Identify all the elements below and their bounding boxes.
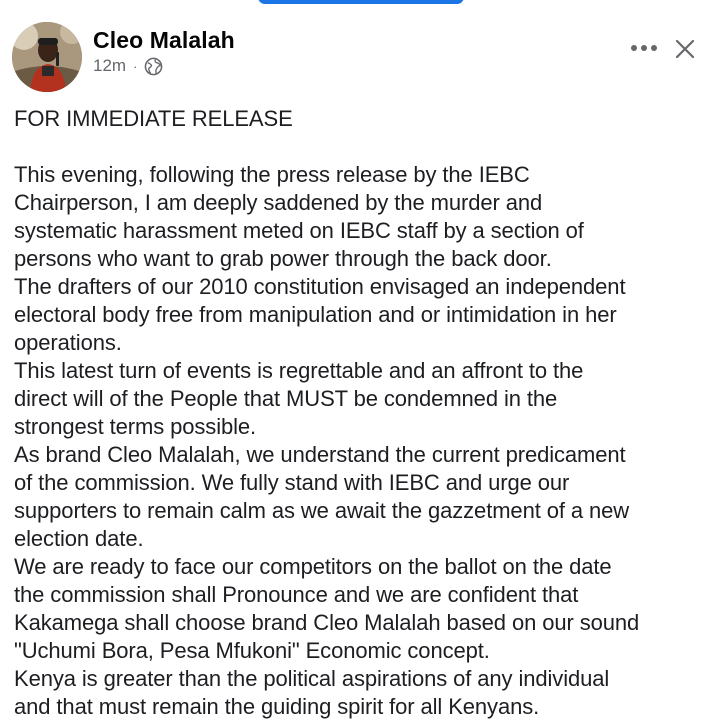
- post-meta: [93, 56, 163, 76]
- more-dot: [651, 45, 657, 51]
- post-line: election date.: [14, 526, 144, 551]
- post-line: electoral body free from manipulation and or intimidation in her: [14, 302, 617, 327]
- post-line: This latest turn of events is regrettable and an affront to the: [14, 358, 584, 383]
- post-line: systematic harassment meted on IEBC staff by a section of: [14, 218, 584, 243]
- close-icon[interactable]: [672, 36, 698, 62]
- globe-icon: [144, 57, 163, 76]
- post-time[interactable]: 12m: [93, 56, 127, 75]
- post-line: Chairperson, I am deeply saddened by the murder and: [14, 190, 543, 215]
- post-line: operations.: [14, 330, 122, 355]
- author-name[interactable]: Cleo Malalah: [93, 27, 235, 53]
- post-line: As brand Cleo Malalah, we understand the current predicament: [14, 442, 626, 467]
- post-line: of the commission. We fully stand with IEBC and urge our: [14, 470, 570, 495]
- post-line: the commission shall Pronounce and we are confident that: [14, 582, 579, 607]
- post-line: Kenya is greater than the political aspirations of any individual: [14, 666, 610, 691]
- paragraph-spacer: [14, 133, 714, 161]
- avatar-photo: [12, 22, 82, 92]
- post-line: strongest terms possible.: [14, 414, 257, 439]
- post-line: and that must remain the guiding spirit for all Kenyans.: [14, 694, 540, 719]
- avatar[interactable]: [12, 22, 82, 92]
- post-line: supporters to remain calm as we await the gazzetment of a new: [14, 498, 630, 523]
- post-line: This evening, following the press release by the IEBC: [14, 162, 530, 187]
- post-heading: FOR IMMEDIATE RELEASE: [14, 106, 293, 131]
- post-line: The drafters of our 2010 constitution envisaged an independent: [14, 274, 626, 299]
- more-dot: [641, 45, 647, 51]
- more-dot: [631, 45, 637, 51]
- post-line: direct will of the People that MUST be condemned in the: [14, 386, 558, 411]
- post-line: Kakamega shall choose brand Cleo Malalah based on our sound: [14, 610, 640, 635]
- more-options-icon[interactable]: [628, 36, 660, 60]
- post-line: We are ready to face our competitors on the ballot on the date: [14, 554, 612, 579]
- post-line: persons who want to grab power through the back door.: [14, 246, 552, 271]
- post-header: [0, 0, 720, 100]
- meta-separator: ·: [133, 58, 138, 74]
- post-body: [14, 105, 714, 721]
- post-line: "Uchumi Bora, Pesa Mfukoni" Economic concept.: [14, 638, 490, 663]
